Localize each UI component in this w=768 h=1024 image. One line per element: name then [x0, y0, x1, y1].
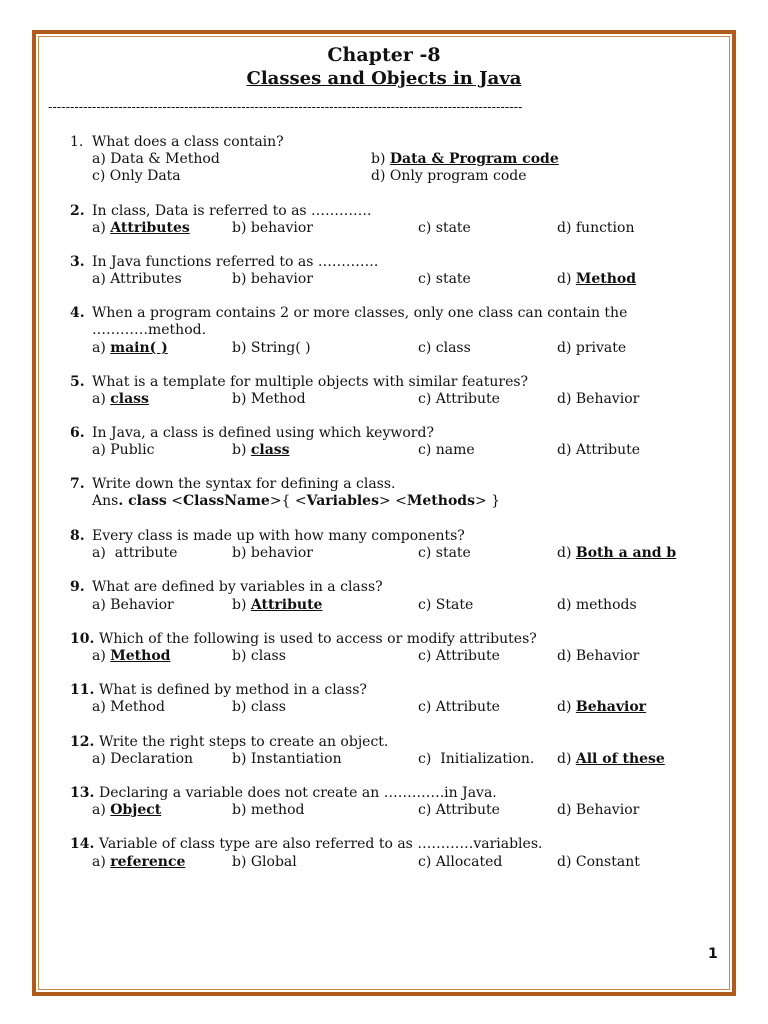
question-7: 7. Write down the syntax for defining a class. — [70, 476, 396, 492]
option-5b: b) Method — [232, 391, 306, 407]
question-12: 12. Write the right steps to create an object. — [70, 734, 389, 750]
chapter-title: Classes and Objects in Java — [246, 68, 522, 89]
question-1: 1. What does a class contain? — [70, 134, 284, 150]
option-2d: d) function — [557, 220, 635, 236]
option-10b: b) class — [232, 648, 286, 664]
option-3a: a) Attributes — [92, 271, 182, 287]
option-12c: c) Initialization. — [418, 751, 535, 767]
option-5a: a) class — [92, 391, 149, 407]
option-4a: a) main( ) — [92, 340, 168, 356]
option-12b: b) Instantiation — [232, 751, 342, 767]
option-13b: b) method — [232, 802, 305, 818]
option-10d: d) Behavior — [557, 648, 640, 664]
option-6b: b) class — [232, 442, 290, 458]
option-11c: c) Attribute — [418, 699, 500, 715]
question-6: 6. In Java, a class is defined using which keyword? — [70, 425, 434, 441]
option-4b: b) String( ) — [232, 340, 311, 356]
question-10: 10. Which of the following is used to access or modify attributes? — [70, 631, 537, 647]
option-3d: d) Method — [557, 271, 637, 287]
question-4: 4. When a program contains 2 or more classes, only one class can contain the — [70, 305, 628, 321]
answer-7-syntax: Ans. class <ClassName>{ <Variables> <Methods> } — [92, 493, 501, 509]
question-2: 2. In class, Data is referred to as …………. — [70, 203, 372, 219]
option-14b: b) Global — [232, 854, 297, 870]
option-1d: d) Only program code — [371, 168, 527, 184]
option-11a: a) Method — [92, 699, 165, 715]
option-11b: b) class — [232, 699, 286, 715]
option-9b: b) Attribute — [232, 597, 323, 613]
question-13: 13. Declaring a variable does not create an ………….in Java. — [70, 785, 497, 801]
option-10c: c) Attribute — [418, 648, 500, 664]
option-13a: a) Object — [92, 802, 162, 818]
option-4d: d) private — [557, 340, 627, 356]
question-3: 3. In Java functions referred to as …………. — [70, 254, 379, 270]
question-5: 5. What is a template for multiple objects with similar features? — [70, 374, 529, 390]
option-2b: b) behavior — [232, 220, 313, 236]
option-3b: b) behavior — [232, 271, 313, 287]
option-12d: d) All of these — [557, 751, 665, 767]
page-number: 1 — [708, 946, 718, 962]
option-6d: d) Attribute — [557, 442, 641, 458]
option-9a: a) Behavior — [92, 597, 174, 613]
option-8b: b) behavior — [232, 545, 313, 561]
option-8d: d) Both a and b — [557, 545, 677, 561]
question-4-continued: …………method. — [92, 322, 207, 338]
option-10a: a) Method — [92, 648, 171, 664]
option-6a: a) Public — [92, 442, 155, 458]
option-8c: c) state — [418, 545, 471, 561]
option-12a: a) Declaration — [92, 751, 194, 767]
option-9c: c) State — [418, 597, 474, 613]
option-2a: a) Attributes — [92, 220, 190, 236]
question-14: 14. Variable of class type are also referred to as …………variables. — [70, 836, 543, 852]
option-1a: a) Data & Method — [92, 151, 220, 167]
option-9d: d) methods — [557, 597, 637, 613]
option-6c: c) name — [418, 442, 475, 458]
divider-line: ------------------------------------------------------------------------------------------------------------ — [48, 100, 523, 115]
option-4c: c) class — [418, 340, 471, 356]
option-13c: c) Attribute — [418, 802, 500, 818]
option-1b: b) Data & Program code — [371, 151, 559, 167]
option-14d: d) Constant — [557, 854, 640, 870]
option-13d: d) Behavior — [557, 802, 640, 818]
option-5d: d) Behavior — [557, 391, 640, 407]
option-14a: a) reference — [92, 854, 186, 870]
option-11d: d) Behavior — [557, 699, 647, 715]
option-1c: c) Only Data — [92, 168, 181, 184]
chapter-heading: Chapter -8 — [327, 44, 441, 66]
option-8a: a) attribute — [92, 545, 178, 561]
question-9: 9. What are defined by variables in a class? — [70, 579, 383, 595]
option-14c: c) Allocated — [418, 854, 503, 870]
option-5c: c) Attribute — [418, 391, 500, 407]
option-3c: c) state — [418, 271, 471, 287]
option-2c: c) state — [418, 220, 471, 236]
question-11: 11. What is defined by method in a class? — [70, 682, 367, 698]
question-8: 8. Every class is made up with how many components? — [70, 528, 465, 544]
